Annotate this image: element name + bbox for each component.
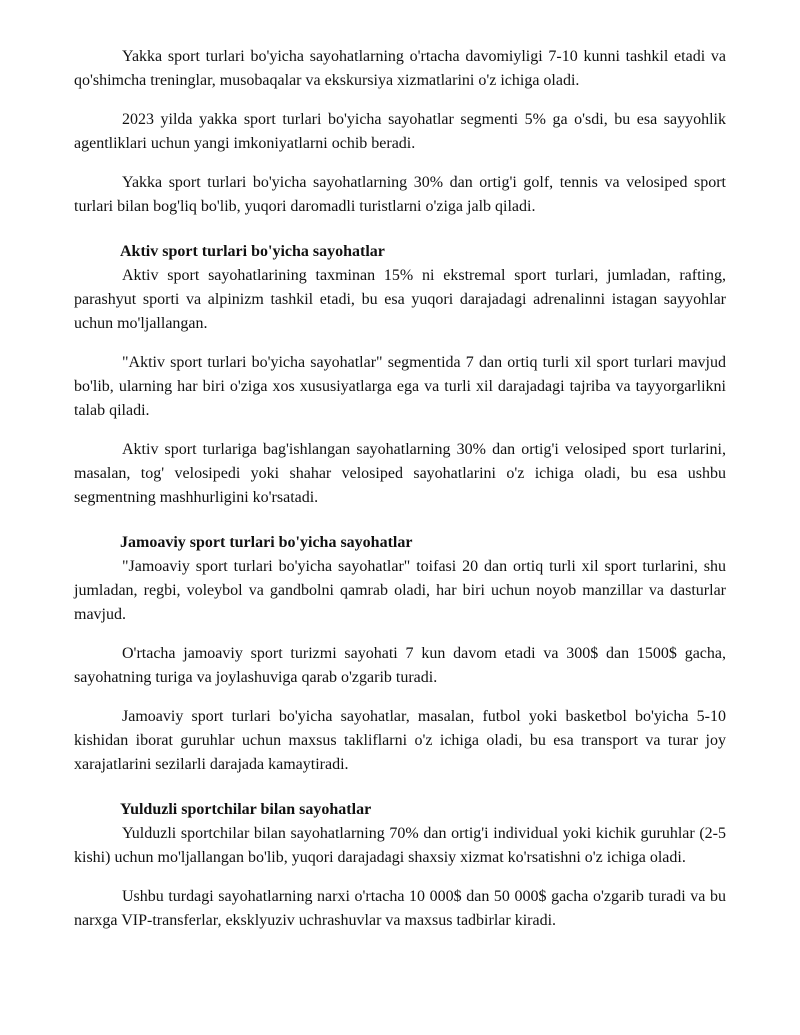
paragraph-solo-duration: Yakka sport turlari bo'yicha sayohatlarning o'rtacha davomiyligi 7-10 kunni tashkil etadi va qo'shimcha treninglar, musobaqalar va ekskursiya xizmatlarini o'z ichiga oladi. (74, 48, 726, 89)
paragraph-solo-growth: 2023 yilda yakka sport turlari bo'yicha sayohatlar segmenti 5% ga o'sdi, bu esa sayyohlik agentliklari uchun yangi imkoniyatlarni ochib beradi. (74, 111, 726, 152)
paragraph-solo-golf-tennis: Yakka sport turlari bo'yicha sayohatlarning 30% dan ortig'i golf, tennis va velosiped sport turlari bilan bog'liq bo'lib, yuqori daromadli turistlarni o'ziga jalb qiladi. (74, 174, 726, 215)
heading-active-sport: Aktiv sport turlari bo'yicha sayohatlar (120, 243, 385, 260)
paragraph-team-price: O'rtacha jamoaviy sport turizmi sayohati 7 kun davom etadi va 300$ dan 1500$ gacha, sayohatning turiga va joylashuviga qarab o'zgarib turadi. (74, 645, 726, 686)
heading-star-athletes: Yulduzli sportchilar bilan sayohatlar (120, 801, 372, 818)
paragraph-star-price: Ushbu turdagi sayohatlarning narxi o'rtacha 10 000$ dan 50 000$ gacha o'zgarib turadi va bu narxga VIP-transferlar, eksklyuziv uchrashuvlar va maxsus tadbirlar kiradi. (74, 888, 726, 929)
paragraph-team-groups: Jamoaviy sport turlari bo'yicha sayohatlar, masalan, futbol yoki basketbol bo'yicha 5-10 kishidan iborat guruhlar uchun maxsus takliflarni o'z ichiga oladi, bu esa transport va turar joy xarajatlarini sezilarli darajada kamaytiradi. (74, 708, 726, 773)
paragraph-active-cycling: Aktiv sport turlariga bag'ishlangan sayohatlarning 30% dan ortig'i velosiped sport turlarini, masalan, tog' velosipedi yoki shahar velosiped sayohatlarini o'z ichiga oladi, bu esa ushbu segmentning mashhurligini ko'rsatadi. (74, 441, 726, 506)
heading-team-sport: Jamoaviy sport turlari bo'yicha sayohatlar (120, 534, 413, 551)
paragraph-active-segment: "Aktiv sport turlari bo'yicha sayohatlar" segmentida 7 dan ortiq turli xil sport turlari mavjud bo'lib, ularning har biri o'ziga xos xususiyatlarga ega va turli xil darajadagi tajriba va tayyorgarlikni talab qiladi. (74, 354, 726, 419)
paragraph-team-category: "Jamoaviy sport turlari bo'yicha sayohatlar" toifasi 20 dan ortiq turli xil sport turlarini, shu jumladan, regbi, voleybol va gandbolni qamrab oladi, har biri uchun noyob manzillar va dasturlar mavjud. (74, 558, 726, 623)
paragraph-star-individual: Yulduzli sportchilar bilan sayohatlarning 70% dan ortig'i individual yoki kichik guruhlar (2-5 kishi) uchun mo'ljallangan bo'lib, yuqori darajadagi shaxsiy xizmat ko'rsatishni o'z ichiga oladi. (74, 825, 726, 866)
paragraph-active-extreme: Aktiv sport sayohatlarining taxminan 15% ni ekstremal sport turlari, jumladan, rafting, parashyut sporti va alpinizm tashkil etadi, bu esa yuqori darajadagi adrenalinni istagan sayyohlar uchun mo'ljallangan. (74, 267, 726, 332)
